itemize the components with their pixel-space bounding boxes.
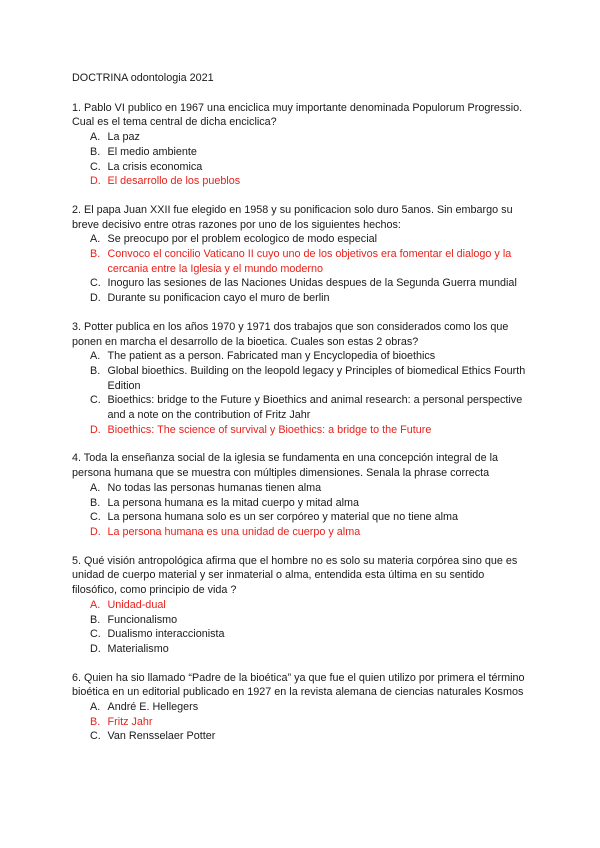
option-b: [90, 145, 527, 160]
option-letter: C.: [90, 277, 101, 290]
option-b: [90, 247, 527, 276]
option-text: La persona humana es una unidad de cuerpo y alma: [107, 525, 361, 538]
option-text: André E. Hellegers: [107, 701, 199, 714]
option-letter: A.: [90, 131, 101, 144]
question-text: 6. Quien ha sio llamado “Padre de la bioética” ya que fue el quien utilizo por primera el término bioética en un editorial publicado en 1927 en la revista alemana de ciencias naturales Kosmos: [72, 671, 525, 699]
options-list: [72, 598, 527, 657]
option-b: [90, 715, 527, 730]
option-text: Fritz Jahr: [107, 715, 153, 728]
option-b: [90, 364, 527, 393]
option-text: No todas las personas humanas tienen alma: [107, 481, 322, 494]
option-a: [90, 349, 527, 364]
option-b: [90, 496, 527, 511]
option-d: [90, 174, 527, 189]
question-text: 2. El papa Juan XXII fue elegido en 1958 y su ponificacion solo duro 5anos. Sin embargo su breve decisivo entre otras razones por uno de los siguientes hechos:: [72, 203, 513, 231]
option-a: [90, 700, 527, 715]
option-c: [90, 729, 527, 744]
option-text: Bioethics: bridge to the Future y Bioethics and animal research: a personal perspective and a note on the contribution of Fritz Jahr: [107, 394, 523, 422]
option-letter: C.: [90, 394, 101, 407]
options-list: [72, 130, 527, 189]
option-c: [90, 276, 527, 291]
option-letter: C.: [90, 511, 101, 524]
option-b: [90, 613, 527, 628]
option-text: Convoco el concilio Vaticano II cuyo uno de los objetivos era fomentar el dialogo y la cercania entre la Iglesia y el mundo moderno: [107, 248, 512, 275]
option-a: [90, 481, 527, 496]
option-letter: B.: [90, 145, 101, 158]
option-text: Bioethics: The science of survival y Bioethics: a bridge to the Future: [107, 423, 432, 436]
option-letter: C.: [90, 628, 101, 641]
option-c: [90, 393, 527, 422]
option-text: The patient as a person. Fabricated man y Encyclopedia of bioethics: [107, 350, 436, 363]
option-a: [90, 130, 527, 145]
options-list: [72, 481, 527, 540]
option-text: Van Rensselaer Potter: [107, 730, 216, 743]
option-d: [90, 291, 527, 306]
question-4: [72, 451, 527, 539]
document-page: [72, 71, 527, 758]
question-text: 5. Qué visión antropológica afirma que el hombre no es solo su materia corpórea sino que es unidad de cuerpo material y ser inmaterial o alma, entendida esta última en su sentido filosófico, como principio de vida ?: [72, 554, 518, 597]
option-text: La crisis economica: [107, 160, 203, 173]
option-text: Durante su ponificacion cayo el muro de berlin: [107, 292, 330, 305]
option-letter: B.: [90, 613, 101, 626]
option-letter: B.: [90, 248, 101, 261]
option-d: [90, 642, 527, 657]
option-letter: B.: [90, 715, 101, 728]
option-letter: D.: [90, 292, 101, 305]
option-d: [90, 525, 527, 540]
option-letter: D.: [90, 175, 101, 188]
option-c: [90, 627, 527, 642]
option-letter: D.: [90, 525, 101, 538]
option-text: Materialismo: [107, 642, 169, 655]
option-letter: A.: [90, 233, 101, 246]
option-d: [90, 423, 527, 438]
option-letter: A.: [90, 481, 101, 494]
option-text: Dualismo interaccionista: [107, 628, 225, 641]
question-3: [72, 320, 527, 438]
option-a: [90, 232, 527, 247]
option-letter: D.: [90, 423, 101, 436]
options-list: [72, 232, 527, 306]
option-letter: A.: [90, 350, 101, 363]
question-text: 4. Toda la enseñanza social de la iglesia se fundamenta en una concepción integral de la persona humana que se muestra con múltiples dimensiones. Senala la phrase correcta: [72, 452, 498, 480]
option-text: Inoguro las sesiones de las Naciones Unidas despues de la Segunda Guerra mundial: [107, 277, 517, 290]
option-c: [90, 510, 527, 525]
option-letter: A.: [90, 701, 101, 714]
option-text: Funcionalismo: [107, 613, 178, 626]
option-letter: C.: [90, 160, 101, 173]
option-letter: D.: [90, 642, 101, 655]
option-text: Se preocupo por el problem ecologico de modo especial: [107, 233, 377, 246]
option-text: Global bioethics. Building on the leopold legacy y Principles of biomedical Ethics Fourth Edition: [107, 364, 526, 392]
question-1: [72, 101, 527, 189]
option-c: [90, 160, 527, 175]
option-letter: C.: [90, 730, 101, 743]
option-text: La persona humana es la mitad cuerpo y mitad alma: [107, 496, 359, 509]
document-title: DOCTRINA odontologia 2021: [72, 72, 214, 84]
option-text: El medio ambiente: [107, 145, 197, 158]
question-2: [72, 203, 527, 306]
options-list: [72, 349, 527, 437]
option-letter: B.: [90, 364, 101, 377]
question-6: [72, 671, 527, 745]
option-letter: A.: [90, 598, 101, 611]
question-text: 3. Potter publica en los años 1970 y 1971 dos trabajos que son considerados como los que ponen en marcha el desarrollo de la bioetica. Cuales son estas 2 obras?: [72, 320, 509, 348]
option-text: La paz: [107, 131, 140, 144]
option-text: La persona humana solo es un ser corpóreo y material que no tiene alma: [107, 511, 459, 524]
question-text: 1. Pablo VI publico en 1967 una enciclica muy importante denominada Populorum Progressio. Cual es el tema central de dicha enciclica?: [72, 101, 523, 129]
option-text: Unidad-dual: [107, 598, 166, 611]
option-a: [90, 598, 527, 613]
option-text: El desarrollo de los pueblos: [107, 175, 241, 188]
option-letter: B.: [90, 496, 101, 509]
question-5: [72, 554, 527, 657]
options-list: [72, 700, 527, 744]
